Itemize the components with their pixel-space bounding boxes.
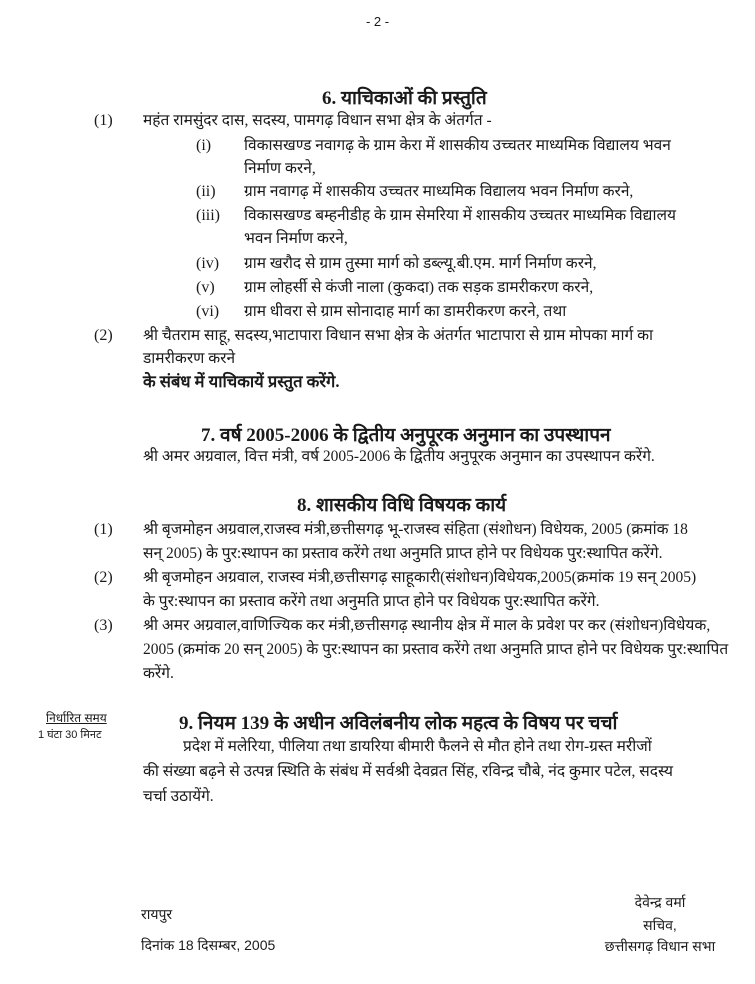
section-8-heading: 8. शासकीय विधि विषयक कार्य — [297, 495, 507, 516]
section-7-heading: 7. वर्ष 2005-2006 के द्वितीय अनुपूरक अनुमान का उपस्थापन — [201, 425, 611, 446]
allotted-time-value: 1 घंटा 30 मिनट — [38, 729, 102, 741]
subitem-text: ग्राम नवागढ़ में शासकीय उच्चतर माध्यमिक विद्यालय भवन निर्माण करने, — [244, 183, 634, 200]
subitem-number: (i) — [196, 137, 212, 154]
section-9-text: चर्चा उठायेंगे. — [143, 788, 214, 805]
item-text: महंत रामसुंदर दास, सदस्य, पामगढ़ विधान सभा क्षेत्र के अंतर्गत - — [143, 112, 492, 129]
item-text: श्री चैतराम साहू, सदस्य,भाटापारा विधान सभा क्षेत्र के अंतर्गत भाटापारा से ग्राम मोपका मार्ग का — [143, 327, 653, 344]
subitem-number: (v) — [196, 279, 215, 296]
subitem-number: (vi) — [196, 303, 220, 320]
section-7-text: श्री अमर अग्रवाल, वित्त मंत्री, वर्ष 2005-2006 के द्वितीय अनुपूरक अनुमान का उपस्थापन करेंगे. — [143, 448, 655, 465]
section-6-closing: के संबंध में याचिकायें प्रस्तुत करेंगे. — [143, 372, 340, 391]
subitem-text: ग्राम लोहर्सी से कंजी नाला (कुकदा) तक सड़क डामरीकरण करने, — [244, 279, 594, 296]
section-6-heading: 6. याचिकाओं की प्रस्तुति — [322, 88, 487, 109]
section-9-heading: 9. नियम 139 के अधीन अविलंबनीय लोक महत्व के विषय पर चर्चा — [179, 713, 618, 734]
subitem-text: भवन निर्माण करने, — [244, 230, 348, 247]
signatory-organization: छत्तीसगढ़ विधान सभा — [604, 938, 716, 954]
item-number: (1) — [94, 521, 113, 538]
item-text: श्री बृजमोहन अग्रवाल, राजस्व मंत्री,छत्तीसगढ़ साहूकारी(संशोधन)विधेयक,2005(क्रमांक 19 सन् 2005) — [143, 569, 697, 586]
subitem-text: निर्माण करने, — [244, 160, 316, 177]
item-text: श्री अमर अग्रवाल,वाणिज्यिक कर मंत्री,छत्तीसगढ़ स्थानीय क्षेत्र में माल के प्रवेश पर कर (संशोधन)विधेयक, — [143, 617, 711, 634]
item-text: 2005 (क्रमांक 20 सन् 2005) के पुर:स्थापन का प्रस्ताव करेंगे तथा अनुमति प्राप्त होने पर विधेयक पुर:स्थापित — [143, 641, 729, 658]
item-text: करेंगे. — [143, 665, 174, 682]
signatory-title: सचिव, — [643, 917, 677, 933]
subitem-number: (iv) — [196, 255, 220, 272]
item-text: के पुर:स्थापन का प्रस्ताव करेंगे तथा अनुमति प्राप्त होने पर विधेयक पुर:स्थापित करेंगे. — [143, 593, 600, 610]
section-9-text: प्रदेश में मलेरिया, पीलिया तथा डायरिया बीमारी फैलने से मौत होने तथा रोग-ग्रस्त मरीजों — [183, 738, 652, 755]
subitem-text: ग्राम खरौद से ग्राम तुस्मा मार्ग को डब्ल्यू.बी.एम. मार्ग निर्माण करने, — [244, 255, 597, 272]
subitem-number: (iii) — [196, 207, 220, 224]
signatory-name: देवेन्द्र वर्मा — [634, 894, 686, 910]
item-number: (2) — [94, 327, 113, 344]
subitem-text: विकासखण्ड बम्हनीडीह के ग्राम सेमरिया में शासकीय उच्चतर माध्यमिक विद्यालय — [244, 207, 676, 224]
item-number: (3) — [94, 617, 113, 634]
subitem-number: (ii) — [196, 183, 216, 200]
allotted-time-label: निर्धारित समय — [46, 711, 107, 725]
item-text: डामरीकरण करने — [143, 350, 236, 367]
date: दिनांक 18 दिसम्बर, 2005 — [141, 937, 276, 953]
place: रायपुर — [141, 906, 173, 922]
page-number: - 2 - — [365, 14, 390, 29]
item-text: सन् 2005) के पुर:स्थापन का प्रस्ताव करेंगे तथा अनुमति प्राप्त होने पर विधेयक पुर:स्थापित करेंगे. — [143, 545, 663, 562]
item-text: श्री बृजमोहन अग्रवाल,राजस्व मंत्री,छत्तीसगढ़ भू-राजस्व संहिता (संशोधन) विधेयक, 2005 (क्रमांक 18 — [143, 521, 688, 538]
subitem-text: ग्राम धीवरा से ग्राम सोनादाह मार्ग का डामरीकरण करने, तथा — [244, 303, 567, 320]
section-9-text: की संख्या बढ़ने से उत्पन्न स्थिति के संबंध में सर्वश्री देवव्रत सिंह, रविन्द्र चौबे, नंद कुमार पटेल, सदस्य — [143, 763, 674, 780]
subitem-text: विकासखण्ड नवागढ़ के ग्राम केरा में शासकीय उच्चतर माध्यमिक विद्यालय भवन — [244, 137, 671, 154]
item-number: (1) — [94, 112, 113, 129]
item-number: (2) — [94, 569, 113, 586]
